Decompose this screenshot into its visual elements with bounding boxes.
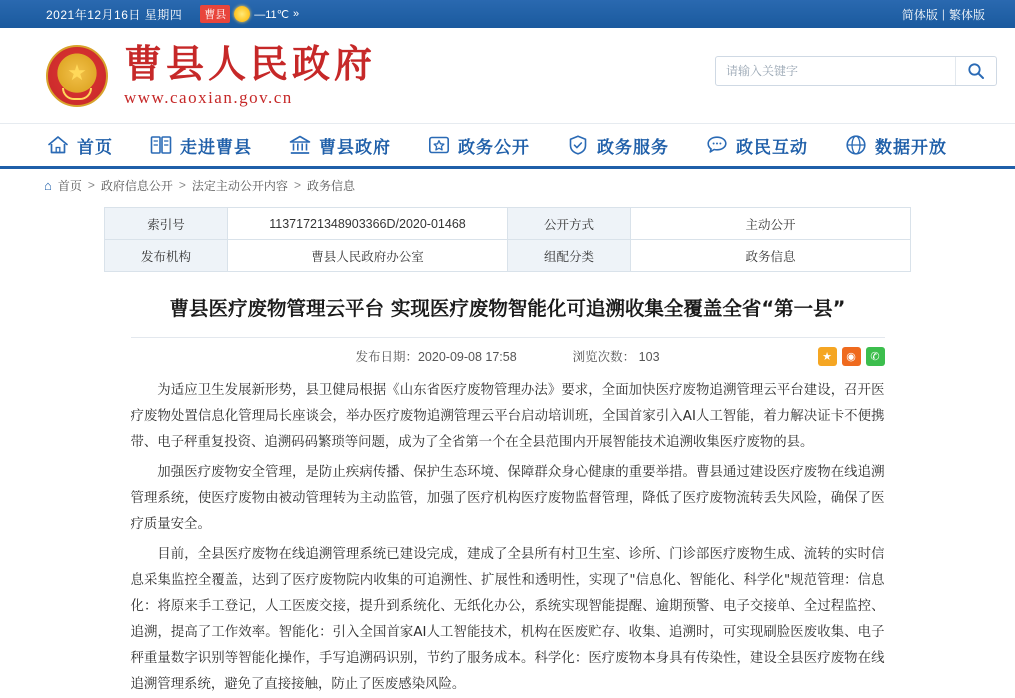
rss-icon[interactable]: ◉	[842, 347, 861, 366]
article-paragraph: 为适应卫生发展新形势，县卫健局根据《山东省医疗废物管理办法》要求，全面加快医疗废物追溯管理云平台建设，召开医疗废物处置信息化管理局长座谈会，举办医疗废物追溯管理云平台启动培训班，全国首家引入AI人工智能，着力解决证卡不便携带、电子秤重复投资、追溯码码繁琐等问题，成为了全省第一个在全县范围内开展智能技术追溯收集医疗废物的县。	[130, 383, 885, 451]
meta-key: 索引号	[105, 208, 228, 240]
sun-icon	[234, 6, 250, 22]
meta-value: 11371721348903366D/2020-01468	[228, 208, 508, 240]
nav-label: 数据开放	[875, 137, 947, 158]
current-date: 2021年12月16日 星期四	[46, 7, 183, 22]
content-area	[0, 207, 1015, 698]
nav-label: 政务服务	[597, 137, 669, 158]
share-buttons	[818, 347, 885, 366]
weather-temperature: —11℃	[254, 8, 290, 21]
nav-item-home[interactable]	[46, 133, 113, 158]
globe-icon	[844, 133, 868, 157]
nav-item-government[interactable]	[288, 133, 391, 158]
language-separator: |	[941, 7, 945, 21]
table-row	[105, 240, 911, 272]
publish-date	[355, 347, 516, 365]
view-count-value: 103	[638, 350, 660, 365]
search-input[interactable]	[716, 64, 955, 78]
document-meta-table	[104, 207, 911, 272]
publish-date-value: 2020-09-08 17:58	[417, 350, 517, 365]
weather-widget[interactable]	[200, 5, 299, 23]
breadcrumb-separator: >	[87, 178, 95, 192]
breadcrumb-item-1[interactable]: 政府信息公开	[100, 178, 173, 193]
article-body	[131, 378, 885, 698]
traditional-chinese-link[interactable]: 繁体版	[948, 7, 985, 22]
nav-label: 政民互动	[736, 137, 808, 158]
wechat-icon[interactable]: ✆	[866, 347, 885, 366]
article-paragraph: 加强医疗废物安全管理，是防止疾病传播、保护生态环境、保障群众身心健康的重要举措。曹县通过建设医疗废物在线追溯管理系统，使医疗废物由被动管理转为主动监管，加强了医疗机构医疗废物监督管理，降低了医疗废物流转丢失风险，确保了医疗质量安全。	[130, 465, 885, 533]
nav-item-about-caoxian[interactable]	[149, 133, 252, 158]
main-nav	[0, 123, 1015, 169]
national-emblem-icon	[46, 45, 108, 107]
nav-item-interaction[interactable]	[705, 133, 808, 158]
search-icon	[967, 62, 985, 80]
view-count-label: 浏览次数：	[572, 350, 636, 365]
site-header	[0, 28, 1015, 123]
breadcrumb-item-3[interactable]: 政务信息	[306, 178, 355, 193]
chat-icon	[705, 133, 729, 157]
breadcrumb-item-2[interactable]: 法定主动公开内容	[191, 178, 288, 193]
nav-item-openness[interactable]	[427, 133, 530, 158]
site-url: www.caoxian.gov.cn	[124, 88, 293, 108]
home-icon	[46, 133, 70, 157]
article-subheader	[131, 338, 885, 374]
meta-value: 政务信息	[631, 240, 911, 272]
emblem-gear	[62, 88, 92, 100]
nav-item-open-data[interactable]	[844, 133, 947, 158]
breadcrumb-item-0[interactable]: 首页	[57, 178, 82, 193]
weather-city-label: 曹县	[200, 5, 230, 23]
table-row	[105, 208, 911, 240]
home-icon: ⌂	[44, 177, 52, 193]
top-bar	[0, 0, 1015, 28]
nav-label: 曹县政府	[319, 137, 391, 158]
nav-label: 首页	[77, 137, 113, 158]
emblem-star: ★	[67, 60, 87, 86]
meta-key: 公开方式	[508, 208, 631, 240]
bank-icon	[288, 133, 312, 157]
star-box-icon	[427, 133, 451, 157]
publish-date-label: 发布日期：	[355, 350, 418, 365]
view-count	[573, 347, 660, 365]
site-title-block	[124, 40, 377, 109]
breadcrumb-separator: >	[178, 178, 186, 192]
weather-more-arrow[interactable]: »	[293, 8, 300, 20]
breadcrumb	[0, 169, 1015, 201]
favorite-icon[interactable]: ★	[818, 347, 837, 366]
meta-key: 发布机构	[105, 240, 228, 272]
meta-key: 组配分类	[508, 240, 631, 272]
search-button[interactable]	[955, 57, 996, 85]
nav-label: 走进曹县	[180, 137, 252, 158]
simplified-chinese-link[interactable]: 简体版	[901, 7, 938, 22]
site-name: 曹县人民政府	[124, 40, 377, 86]
nav-item-services[interactable]	[566, 133, 669, 158]
shield-icon	[566, 133, 590, 157]
search-box[interactable]	[715, 56, 997, 86]
page-title: 曹县医疗废物管理云平台 实现医疗废物智能化可追溯收集全覆盖全省“第一县”	[131, 294, 885, 338]
nav-label: 政务公开	[458, 137, 530, 158]
language-switch	[902, 6, 985, 23]
meta-value: 曹县人民政府办公室	[228, 240, 508, 272]
article-paragraph: 目前，全县医疗废物在线追溯管理系统已建设完成，建成了全县所有村卫生室、诊所、门诊部医疗废物生成、流转的实时信息采集监控全覆盖，达到了医疗废物院内收集的可追溯性、扩展性和透明性，实现了"信息化、智能化、科学化"规范管理：信息化：将原来手工登记，人工医废交接，提升到系统化、无纸化办公，系统实现智能提醒、逾期预警、电子交接单、全过程监控、追溯，提高了工作效率。智能化：引入全国首家AI人工智能技术，机构在医废贮存、收集、追溯时，可实现刷脸医废收集、电子秤重量数字识别等智能化操作，手写追溯码识别，节约了服务成本。科学化：医疗废物本身具有传染性，建设全县医疗废物在线追溯管理系统，避免了直接接触，防止了医废感染风险。	[130, 547, 885, 693]
book-icon	[149, 133, 173, 157]
breadcrumb-separator: >	[293, 178, 301, 192]
meta-value: 主动公开	[631, 208, 911, 240]
